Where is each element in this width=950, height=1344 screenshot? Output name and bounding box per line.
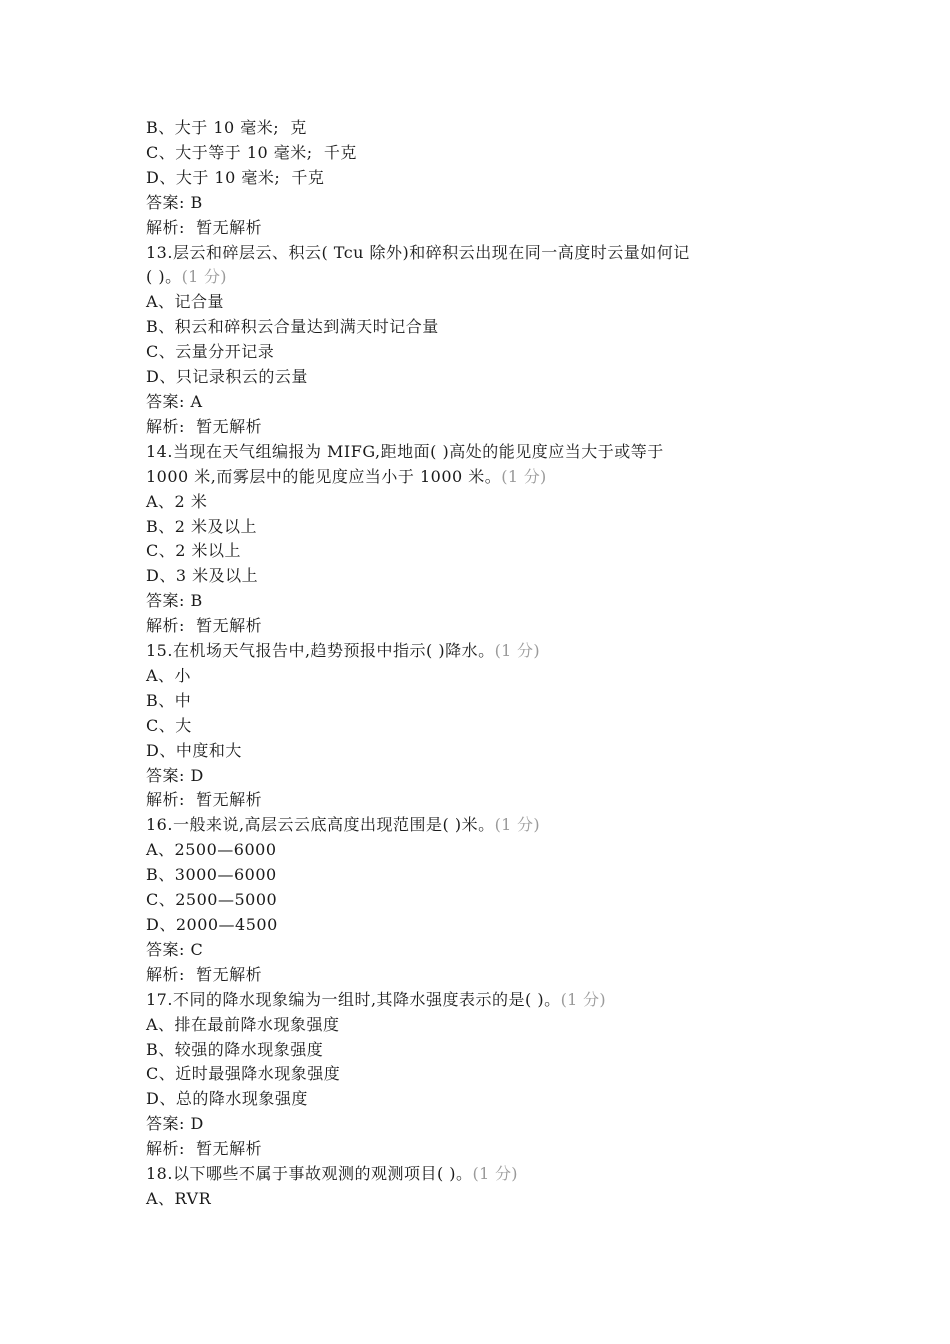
option-line: C、大 bbox=[146, 715, 192, 735]
answer-line: 答案: A bbox=[146, 391, 203, 411]
question-score: (1 分) bbox=[501, 466, 547, 486]
analysis-line: 解析: 暂无解析 bbox=[146, 790, 263, 810]
answer-line: 答案: D bbox=[146, 1114, 204, 1134]
analysis-line: 解析: 暂无解析 bbox=[146, 416, 263, 436]
option-line: D、大于 10 毫米; 千克 bbox=[146, 167, 325, 187]
question-stem: 14.当现在天气组编报为 MIFG,距地面( )高处的能见度应当大于或等于 bbox=[146, 441, 664, 461]
question-score: (1 分) bbox=[494, 641, 540, 661]
question-stem-text: 17.不同的降水现象编为一组时,其降水强度表示的是( )。 bbox=[146, 989, 561, 1009]
analysis-line: 解析: 暂无解析 bbox=[146, 964, 263, 984]
question-stem bbox=[146, 639, 816, 664]
option-line: A、记合量 bbox=[146, 292, 225, 312]
answer-line: 答案: B bbox=[146, 192, 203, 212]
question-stem-text: 15.在机场天气报告中,趋势预报中指示( )降水。 bbox=[146, 641, 495, 661]
option-line: D、总的降水现象强度 bbox=[146, 1089, 308, 1109]
question-stem bbox=[146, 988, 816, 1013]
option-line: B、较强的降水现象强度 bbox=[146, 1039, 324, 1059]
analysis-line: 解析: 暂无解析 bbox=[146, 1139, 263, 1159]
question-stem bbox=[146, 813, 816, 838]
question-score: (1 分) bbox=[181, 267, 227, 287]
question-score: (1 分) bbox=[472, 1164, 518, 1184]
option-line: D、只记录积云的云量 bbox=[146, 367, 308, 387]
answer-line: 答案: B bbox=[146, 591, 203, 611]
question-stem bbox=[146, 265, 816, 290]
option-line: D、中度和大 bbox=[146, 740, 242, 760]
analysis-line: 解析: 暂无解析 bbox=[146, 217, 263, 237]
option-line: C、云量分开记录 bbox=[146, 342, 275, 362]
question-stem-text: ( )。 bbox=[146, 267, 182, 287]
question-stem-text: 18.以下哪些不属于事故观测的观测项目( )。 bbox=[146, 1164, 473, 1184]
question-stem bbox=[146, 465, 816, 490]
option-line: D、3 米及以上 bbox=[146, 566, 259, 586]
question-stem-text: 16.一般来说,高层云云底高度出现范围是( )米。 bbox=[146, 815, 495, 835]
option-line: B、积云和碎积云合量达到满天时记合量 bbox=[146, 317, 439, 337]
option-line: C、大于等于 10 毫米; 千克 bbox=[146, 142, 357, 162]
document-page bbox=[146, 116, 816, 1212]
option-line: A、2 米 bbox=[146, 491, 208, 511]
option-line: B、大于 10 毫米; 克 bbox=[146, 118, 307, 137]
option-line: C、2 米以上 bbox=[146, 541, 242, 561]
question-stem bbox=[146, 1162, 816, 1187]
question-score: (1 分) bbox=[494, 815, 540, 835]
question-stem-text: 1000 米,而雾层中的能见度应当小于 1000 米。 bbox=[146, 466, 502, 486]
answer-line: 答案: C bbox=[146, 939, 204, 959]
option-line: B、中 bbox=[146, 690, 192, 710]
option-line: D、2000—4500 bbox=[146, 915, 278, 934]
analysis-line: 解析: 暂无解析 bbox=[146, 616, 263, 636]
option-line: B、2 米及以上 bbox=[146, 516, 258, 536]
option-line: C、2500—5000 bbox=[146, 890, 278, 910]
option-line: A、RVR bbox=[146, 1188, 212, 1208]
option-line: A、2500—6000 bbox=[146, 840, 277, 860]
question-score: (1 分) bbox=[560, 989, 606, 1009]
option-line: B、3000—6000 bbox=[146, 865, 277, 885]
answer-line: 答案: D bbox=[146, 765, 204, 785]
option-line: A、排在最前降水现象强度 bbox=[146, 1014, 340, 1034]
option-line: C、近时最强降水现象强度 bbox=[146, 1064, 341, 1084]
option-line: A、小 bbox=[146, 665, 192, 685]
question-stem: 13.层云和碎层云、积云( Tcu 除外)和碎积云出现在同一高度时云量如何记 bbox=[146, 242, 690, 262]
